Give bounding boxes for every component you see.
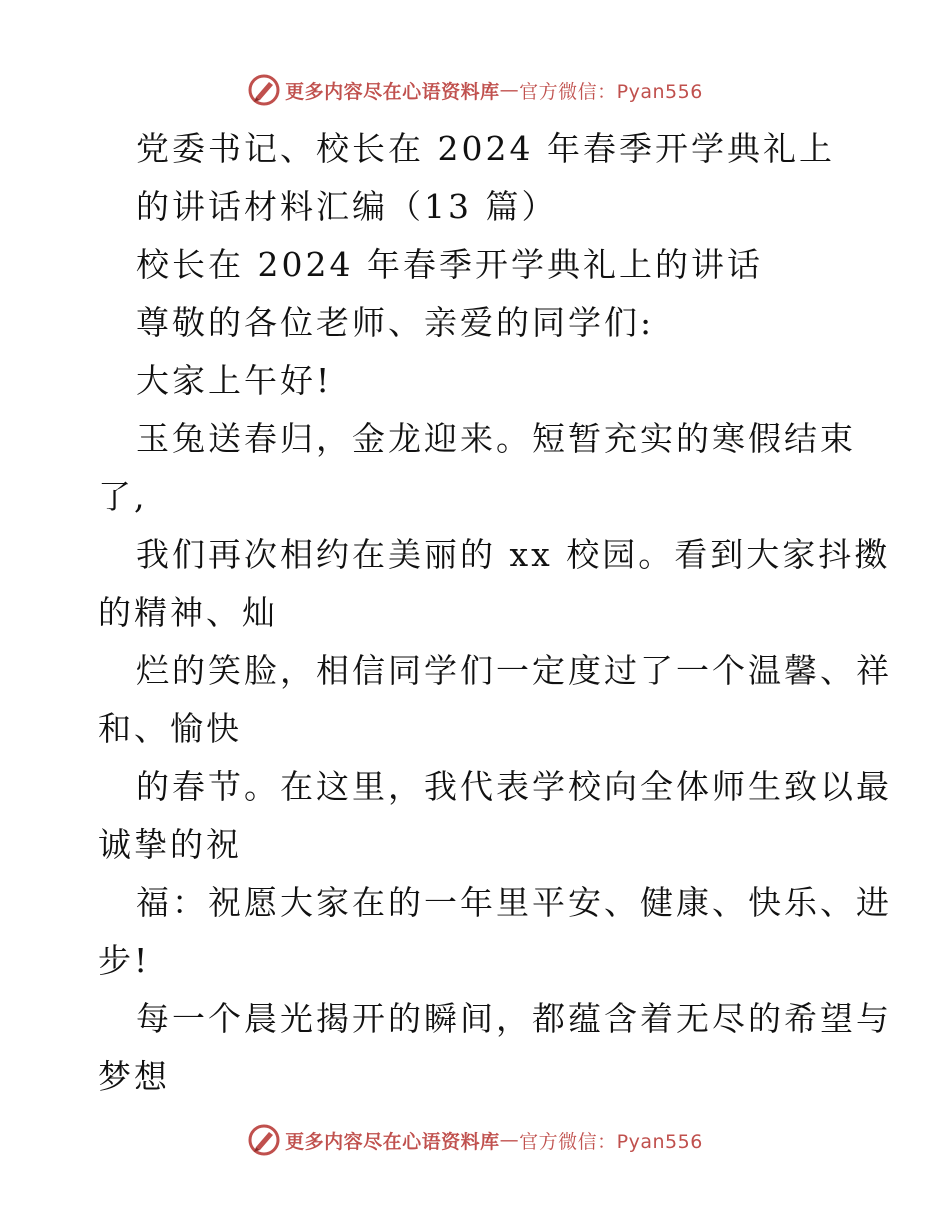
doc-line: 烂的笑脸，相信同学们一定度过了一个温馨、祥 [136, 651, 892, 690]
doc-line: 了, [98, 477, 148, 516]
banner-separator: — [499, 79, 520, 101]
doc-line: 大家上午好! [136, 361, 333, 400]
header-banner [0, 70, 950, 110]
doc-line: 尊敬的各位老师、亲爱的同学们: [136, 303, 655, 342]
doc-line: 福：祝愿大家在的一年里平安、健康、快乐、进 [136, 883, 892, 922]
banner-contact: 官方微信：Pyan556 [519, 1130, 703, 1153]
doc-line: 校长在 2024 年春季开学典礼上的讲话 [136, 245, 763, 284]
doc-line: 步! [98, 941, 151, 980]
banner-text: 更多内容尽在心语资料库 [285, 80, 500, 103]
doc-line: 党委书记、校长在 2024 年春季开学典礼上 [136, 129, 835, 168]
banner-contact: 官方微信：Pyan556 [519, 80, 703, 103]
doc-line: 和、愉快 [98, 709, 242, 748]
doc-line: 我们再次相约在美丽的 xx 校园。看到大家抖擞 [136, 535, 891, 574]
doc-line: 的讲话材料汇编（13 篇） [136, 187, 558, 226]
pen-logo-icon [247, 73, 281, 107]
pen-logo-icon [247, 1123, 281, 1157]
banner-separator: — [499, 1129, 520, 1151]
doc-line: 玉兔送春归，金龙迎来。短暂充实的寒假结束 [136, 419, 856, 458]
banner-text: 更多内容尽在心语资料库 [285, 1130, 500, 1153]
doc-line: 梦想 [98, 1057, 170, 1096]
doc-line: 的春节。在这里，我代表学校向全体师生致以最 [136, 767, 892, 806]
doc-line: 每一个晨光揭开的瞬间，都蕴含着无尽的希望与 [136, 999, 892, 1038]
doc-line: 诚挚的祝 [98, 825, 242, 864]
doc-line: 的精神、灿 [98, 593, 278, 632]
footer-banner [0, 1120, 950, 1160]
